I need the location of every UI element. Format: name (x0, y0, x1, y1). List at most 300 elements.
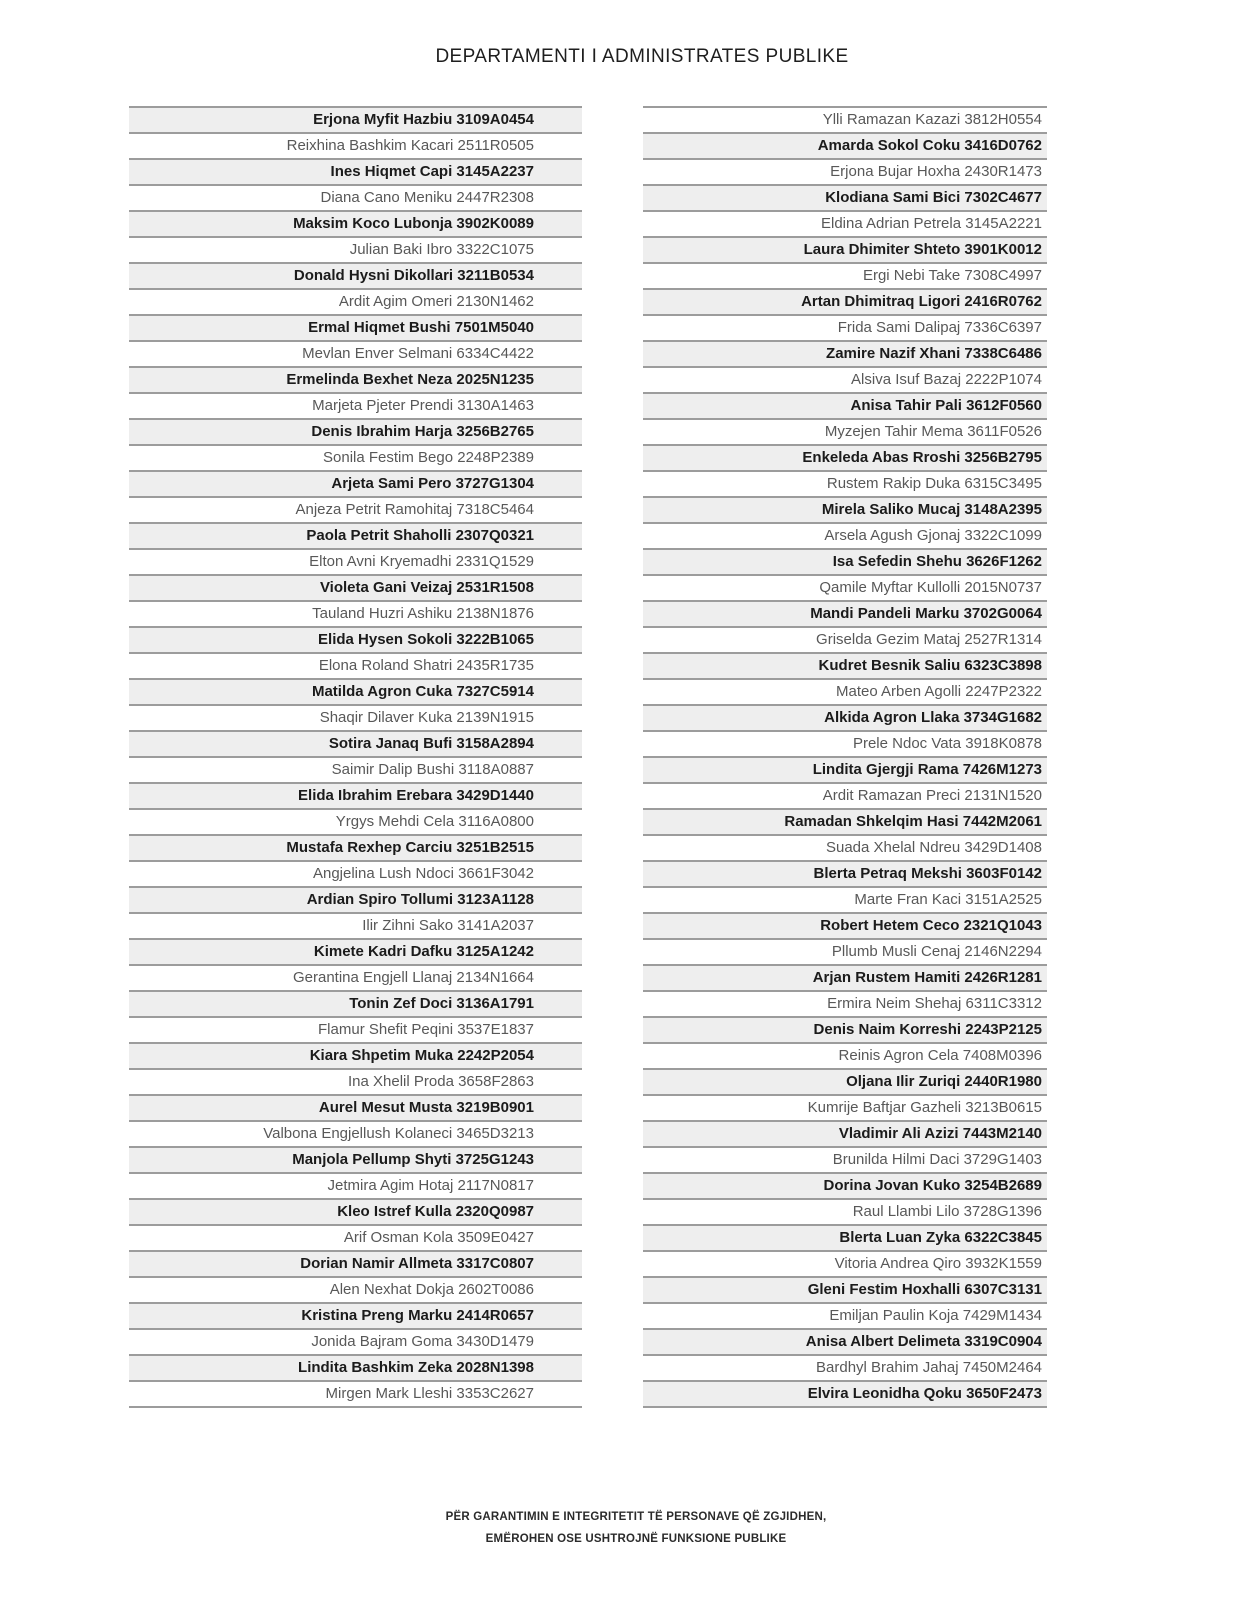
table-row (129, 316, 582, 342)
table-row (643, 1382, 1047, 1408)
person-id: 3728G1396 (963, 1203, 1042, 1220)
person-name: Bardhyl Brahim Jahaj (816, 1359, 959, 1376)
person-name: Gleni Festim Hoxhalli (807, 1281, 961, 1298)
person-name: Valbona Engjellush Kolaneci (263, 1125, 453, 1142)
person-id: 3317C0807 (456, 1255, 534, 1272)
person-name: Flamur Shefit Peqini (318, 1021, 454, 1038)
table-row (129, 576, 582, 602)
table-row (129, 186, 582, 212)
table-row (643, 784, 1047, 810)
person-name: Angjelina Lush Ndoci (312, 865, 454, 882)
table-row (643, 290, 1047, 316)
person-name: Ramadan Shkelqim Hasi (784, 813, 959, 830)
person-name: Erjona Myfit Hazbiu (313, 111, 453, 128)
table-row (643, 602, 1047, 628)
person-id: 2531R1508 (456, 579, 534, 596)
person-id: 2015N0737 (964, 579, 1042, 596)
table-row (129, 1018, 582, 1044)
person-name: Raul Llambi Lilo (852, 1203, 960, 1220)
person-id: 3136A1791 (456, 995, 534, 1012)
table-row (643, 966, 1047, 992)
table-row (643, 212, 1047, 238)
page-title: DEPARTAMENTI I ADMINISTRATES PUBLIKE (435, 46, 849, 67)
table-row (643, 1018, 1047, 1044)
person-name: Robert Hetem Ceco (820, 917, 960, 934)
person-name: Zamire Nazif Xhani (826, 345, 961, 362)
person-id: 3612F0560 (966, 397, 1042, 414)
person-name: Aurel Mesut Musta (318, 1099, 453, 1116)
person-name: Ina Xhelil Proda (348, 1073, 454, 1090)
person-name: Frida Sami Dalipaj (837, 319, 961, 336)
person-id: 3650F2473 (966, 1385, 1042, 1402)
person-name: Qamile Myftar Kullolli (819, 579, 961, 596)
person-name: Elida Hysen Sokoli (318, 631, 453, 648)
table-row (643, 1304, 1047, 1330)
table-row (129, 1356, 582, 1382)
person-id: 3322C1075 (456, 241, 534, 258)
table-row (129, 992, 582, 1018)
person-id: 3319C0904 (964, 1333, 1042, 1350)
table-row (129, 784, 582, 810)
person-name: Arif Osman Kola (343, 1229, 454, 1246)
person-id: 3118A0887 (458, 761, 534, 778)
table-row (643, 1330, 1047, 1356)
person-id: 7501M5040 (454, 319, 534, 336)
footer-line-2: EMËROHEN OSE USHTROJNË FUNKSIONE PUBLIKE (485, 1533, 787, 1545)
table-row (129, 1122, 582, 1148)
table-row (643, 576, 1047, 602)
person-id: 3902K0089 (456, 215, 534, 232)
person-name: Mirgen Mark Lleshi (325, 1385, 453, 1402)
table-row (129, 654, 582, 680)
person-name: Manjola Pellump Shyti (292, 1151, 452, 1168)
person-id: 3145A2221 (965, 215, 1042, 232)
person-id: 2028N1398 (456, 1359, 534, 1376)
table-row (129, 628, 582, 654)
table-row (643, 758, 1047, 784)
person-name: Arsela Agush Gjonaj (824, 527, 961, 544)
table-row (129, 290, 582, 316)
person-id: 3734G1682 (963, 709, 1042, 726)
table-row (643, 498, 1047, 524)
person-name: Ilir Zihni Sako (362, 917, 454, 934)
person-id: 3465D3213 (456, 1125, 534, 1142)
person-name: Rustem Rakip Duka (826, 475, 961, 492)
person-name: Kimete Kadri Dafku (313, 943, 453, 960)
table-row (643, 1278, 1047, 1304)
person-id: 3702G0064 (963, 605, 1042, 622)
person-name: Emiljan Paulin Koja (829, 1307, 959, 1324)
table-row (643, 940, 1047, 966)
table-row (643, 914, 1047, 940)
person-id: 3727G1304 (455, 475, 534, 492)
person-id: 3603F0142 (966, 865, 1042, 882)
table-row (643, 264, 1047, 290)
table-row (129, 940, 582, 966)
person-name: Violeta Gani Veizaj (319, 579, 453, 596)
person-id: 2602T0086 (458, 1281, 534, 1298)
table-row (129, 134, 582, 160)
person-name: Kudret Besnik Saliu (818, 657, 961, 674)
table-row (129, 1252, 582, 1278)
table-row (643, 368, 1047, 394)
person-name: Marjeta Pjeter Prendi (312, 397, 454, 414)
table-row (129, 368, 582, 394)
person-name: Diana Cano Meniku (320, 189, 453, 206)
person-id: 3901K0012 (964, 241, 1042, 258)
person-name: Kleo Istref Kulla (337, 1203, 452, 1220)
person-id: 3219B0901 (456, 1099, 534, 1116)
table-row (643, 810, 1047, 836)
person-name: Mustafa Rexhep Carciu (286, 839, 453, 856)
table-row (643, 108, 1047, 134)
table-row (129, 394, 582, 420)
person-name: Blerta Petraq Mekshi (813, 865, 962, 882)
table-row (643, 1200, 1047, 1226)
person-name: Kiara Shpetim Muka (309, 1047, 454, 1064)
person-name: Paola Petrit Shaholli (306, 527, 452, 544)
table-row (129, 758, 582, 784)
person-name: Marte Fran Kaci (854, 891, 962, 908)
table-row (643, 316, 1047, 342)
person-id: 3725G1243 (455, 1151, 534, 1168)
table-row (643, 550, 1047, 576)
person-id: 3430D1479 (456, 1333, 534, 1350)
person-id: 2134N1664 (456, 969, 534, 986)
person-name: Mirela Saliko Mucaj (821, 501, 961, 518)
person-id: 7426M1273 (962, 761, 1042, 778)
person-name: Reixhina Bashkim Kacari (286, 137, 454, 154)
person-name: Ines Hiqmet Capi (330, 163, 453, 180)
person-name: Maksim Koco Lubonja (293, 215, 453, 232)
person-name: Arjeta Sami Pero (331, 475, 452, 492)
person-id: 2435R1735 (456, 657, 534, 674)
person-id: 3211B0534 (457, 267, 534, 284)
person-name: Enkeleda Abas Rroshi (802, 449, 961, 466)
person-id: 2222P1074 (965, 371, 1042, 388)
person-id: 3537E1837 (457, 1021, 534, 1038)
person-name: Tauland Huzri Ashiku (312, 605, 453, 622)
person-id: 3932K1559 (965, 1255, 1042, 1272)
table-row (129, 550, 582, 576)
person-id: 2321Q1043 (963, 917, 1042, 934)
person-name: Ardit Ramazan Preci (822, 787, 961, 804)
person-id: 7338C6486 (964, 345, 1042, 362)
person-name: Kumrije Baftjar Gazheli (807, 1099, 962, 1116)
person-id: 2247P2322 (965, 683, 1042, 700)
names-table-left-column (129, 106, 582, 1408)
table-row (129, 1226, 582, 1252)
person-name: Amarda Sokol Coku (817, 137, 961, 154)
table-row (129, 212, 582, 238)
person-id: 2414R0657 (456, 1307, 534, 1324)
person-name: Erjona Bujar Hoxha (830, 163, 961, 180)
person-name: Ylli Ramazan Kazazi (822, 111, 961, 128)
footer-note (18, 1506, 1236, 1550)
person-id: 3251B2515 (456, 839, 534, 856)
person-id: 2416R0762 (964, 293, 1042, 310)
person-name: Julian Baki Ibro (349, 241, 453, 258)
person-id: 2440R1980 (964, 1073, 1042, 1090)
table-row (643, 1122, 1047, 1148)
person-id: 3812H0554 (964, 111, 1042, 128)
person-name: Tonin Zef Doci (349, 995, 453, 1012)
table-row (643, 836, 1047, 862)
person-id: 7336C6397 (964, 319, 1042, 336)
person-name: Laura Dhimiter Shteto (803, 241, 961, 258)
person-name: Sonila Festim Bego (323, 449, 454, 466)
person-id: 3429D1408 (964, 839, 1042, 856)
table-row (129, 108, 582, 134)
table-row (129, 602, 582, 628)
person-name: Ergi Nebi Take (862, 267, 961, 284)
person-id: 2243P2125 (965, 1021, 1042, 1038)
person-name: Elida Ibrahim Erebara (298, 787, 453, 804)
person-name: Griselda Gezim Mataj (816, 631, 961, 648)
person-id: 2025N1235 (456, 371, 534, 388)
table-row (643, 1148, 1047, 1174)
table-row (129, 1200, 582, 1226)
table-row (643, 342, 1047, 368)
person-id: 3322C1099 (964, 527, 1042, 544)
table-row (129, 1304, 582, 1330)
person-name: Reinis Agron Cela (838, 1047, 959, 1064)
person-name: Pllumb Musli Cenaj (831, 943, 961, 960)
table-row (643, 472, 1047, 498)
person-id: 2511R0505 (457, 137, 534, 154)
person-name: Alen Nexhat Dokja (329, 1281, 454, 1298)
table-row (643, 134, 1047, 160)
person-name: Vladimir Ali Azizi (838, 1125, 959, 1142)
person-id: 3148A2395 (964, 501, 1042, 518)
person-id: 2130N1462 (456, 293, 534, 310)
person-name: Mateo Arben Agolli (835, 683, 962, 700)
person-id: 3254B2689 (964, 1177, 1042, 1194)
table-row (129, 836, 582, 862)
person-id: 3116A0800 (458, 813, 534, 830)
person-name: Dorina Jovan Kuko (823, 1177, 961, 1194)
person-id: 7308C4997 (964, 267, 1042, 284)
person-name: Gerantina Engjell Llanaj (292, 969, 453, 986)
table-row (643, 1356, 1047, 1382)
person-name: Ardit Agim Omeri (338, 293, 453, 310)
table-row (643, 888, 1047, 914)
person-id: 6334C4422 (456, 345, 534, 362)
table-row (643, 446, 1047, 472)
person-id: 7408M0396 (962, 1047, 1042, 1064)
table-row (129, 1382, 582, 1408)
table-row (643, 1044, 1047, 1070)
table-row (129, 498, 582, 524)
person-id: 3141A2037 (457, 917, 534, 934)
person-id: 6315C3495 (964, 475, 1042, 492)
table-row (129, 888, 582, 914)
person-name: Brunilda Hilmi Daci (832, 1151, 960, 1168)
person-id: 2447R2308 (456, 189, 534, 206)
person-id: 3256B2765 (456, 423, 534, 440)
person-name: Denis Naim Korreshi (813, 1021, 962, 1038)
person-name: Shaqir Dilaver Kuka (319, 709, 453, 726)
person-id: 3626F1262 (966, 553, 1042, 570)
person-id: 2331Q1529 (455, 553, 534, 570)
person-name: Anisa Tahir Pali (850, 397, 962, 414)
person-id: 6307C3131 (964, 1281, 1042, 1298)
table-row (643, 524, 1047, 550)
table-row (129, 914, 582, 940)
table-row (643, 1252, 1047, 1278)
person-name: Elton Avni Kryemadhi (309, 553, 452, 570)
person-name: Vitoria Andrea Qiro (834, 1255, 962, 1272)
person-name: Donald Hysni Dikollari (293, 267, 454, 284)
person-id: 3213B0615 (965, 1099, 1042, 1116)
person-id: 6322C3845 (964, 1229, 1042, 1246)
person-name: Ermal Hiqmet Bushi (308, 319, 451, 336)
footer-line-1: PËR GARANTIMIN E INTEGRITETIT TË PERSONAVE QË ZGJIDHEN, (445, 1511, 827, 1523)
person-id: 3429D1440 (456, 787, 534, 804)
person-name: Ermelinda Bexhet Neza (286, 371, 453, 388)
person-name: Suada Xhelal Ndreu (825, 839, 961, 856)
table-row (129, 1148, 582, 1174)
person-id: 3729G1403 (963, 1151, 1042, 1168)
table-row (129, 446, 582, 472)
table-row (129, 472, 582, 498)
person-id: 3109A0454 (456, 111, 534, 128)
person-name: Anisa Albert Delimeta (805, 1333, 961, 1350)
person-name: Isa Sefedin Shehu (832, 553, 962, 570)
table-row (129, 966, 582, 992)
person-id: 3256B2795 (964, 449, 1042, 466)
person-id: 7450M2464 (962, 1359, 1042, 1376)
person-name: Matilda Agron Cuka (311, 683, 453, 700)
names-table-right-column (643, 106, 1047, 1408)
person-id: 3123A1128 (457, 891, 534, 908)
person-name: Alsiva Isuf Bazaj (851, 371, 962, 388)
person-id: 3353C2627 (456, 1385, 534, 1402)
table-row (129, 1044, 582, 1070)
table-row (129, 680, 582, 706)
person-name: Artan Dhimitraq Ligori (801, 293, 961, 310)
table-row (129, 238, 582, 264)
person-id: 2146N2294 (964, 943, 1042, 960)
person-id: 2139N1915 (456, 709, 534, 726)
person-name: Oljana Ilir Zuriqi (846, 1073, 961, 1090)
person-name: Prele Ndoc Vata (852, 735, 962, 752)
person-name: Eldina Adrian Petrela (820, 215, 962, 232)
person-name: Mandi Pandeli Marku (810, 605, 960, 622)
person-id: 6311C3312 (965, 995, 1042, 1012)
person-name: Myzejen Tahir Mema (824, 423, 964, 440)
table-row (129, 264, 582, 290)
person-id: 2242P2054 (457, 1047, 534, 1064)
person-name: Saimir Dalip Bushi (331, 761, 455, 778)
table-row (129, 732, 582, 758)
person-id: 7442M2061 (962, 813, 1042, 830)
table-row (129, 420, 582, 446)
table-row (129, 524, 582, 550)
person-name: Denis Ibrahim Harja (311, 423, 453, 440)
person-id: 2131N1520 (964, 787, 1042, 804)
person-name: Alkida Agron Llaka (824, 709, 960, 726)
table-row (643, 238, 1047, 264)
person-id: 2307Q0321 (455, 527, 534, 544)
person-name: Jetmira Agim Hotaj (327, 1177, 454, 1194)
table-row (643, 862, 1047, 888)
person-id: 7429M1434 (962, 1307, 1042, 1324)
table-row (643, 680, 1047, 706)
person-name: Blerta Luan Zyka (839, 1229, 961, 1246)
table-row (643, 654, 1047, 680)
person-id: 3222B1065 (456, 631, 534, 648)
person-id: 3158A2894 (456, 735, 534, 752)
person-name: Kristina Preng Marku (301, 1307, 453, 1324)
person-id: 2426R1281 (964, 969, 1042, 986)
person-id: 3125A1242 (456, 943, 534, 960)
table-row (129, 810, 582, 836)
person-id: 2430R1473 (964, 163, 1042, 180)
person-id: 7443M2140 (962, 1125, 1042, 1142)
person-name: Jonida Bajram Goma (311, 1333, 453, 1350)
person-name: Ardian Spiro Tollumi (306, 891, 454, 908)
table-row (129, 1330, 582, 1356)
table-row (129, 160, 582, 186)
person-name: Arjan Rustem Hamiti (812, 969, 961, 986)
table-row (643, 992, 1047, 1018)
person-id: 3509E0427 (457, 1229, 534, 1246)
person-id: 6323C3898 (964, 657, 1042, 674)
person-id: 2527R1314 (964, 631, 1042, 648)
table-row (129, 1278, 582, 1304)
table-row (643, 1226, 1047, 1252)
person-name: Ermira Neim Shehaj (827, 995, 962, 1012)
person-name: Elona Roland Shatri (318, 657, 453, 674)
person-id: 3416D0762 (964, 137, 1042, 154)
person-id: 3151A2525 (965, 891, 1042, 908)
person-id: 7327C5914 (456, 683, 534, 700)
table-row (643, 732, 1047, 758)
person-name: Dorian Namir Allmeta (300, 1255, 453, 1272)
table-row (129, 342, 582, 368)
person-id: 2320Q0987 (455, 1203, 534, 1220)
person-id: 3145A2237 (456, 163, 534, 180)
person-id: 3918K0878 (965, 735, 1042, 752)
person-name: Lindita Bashkim Zeka (298, 1359, 453, 1376)
table-row (643, 394, 1047, 420)
table-row (643, 160, 1047, 186)
person-id: 2248P2389 (457, 449, 534, 466)
table-row (129, 1174, 582, 1200)
person-id: 3661F3042 (458, 865, 534, 882)
person-id: 3658F2863 (458, 1073, 534, 1090)
table-row (643, 420, 1047, 446)
person-id: 3130A1463 (457, 397, 534, 414)
table-row (129, 1096, 582, 1122)
table-row (643, 1070, 1047, 1096)
person-name: Lindita Gjergji Rama (812, 761, 959, 778)
table-row (129, 1070, 582, 1096)
person-name: Sotira Janaq Bufi (328, 735, 453, 752)
person-id: 3611F0526 (967, 423, 1042, 440)
person-name: Klodiana Sami Bici (825, 189, 961, 206)
person-id: 7318C5464 (456, 501, 534, 518)
table-row (129, 862, 582, 888)
table-row (129, 706, 582, 732)
table-row (643, 1096, 1047, 1122)
person-name: Anjeza Petrit Ramohitaj (295, 501, 453, 518)
person-name: Elvira Leonidha Qoku (807, 1385, 962, 1402)
person-id: 2138N1876 (456, 605, 534, 622)
person-name: Yrgys Mehdi Cela (335, 813, 455, 830)
table-row (643, 706, 1047, 732)
